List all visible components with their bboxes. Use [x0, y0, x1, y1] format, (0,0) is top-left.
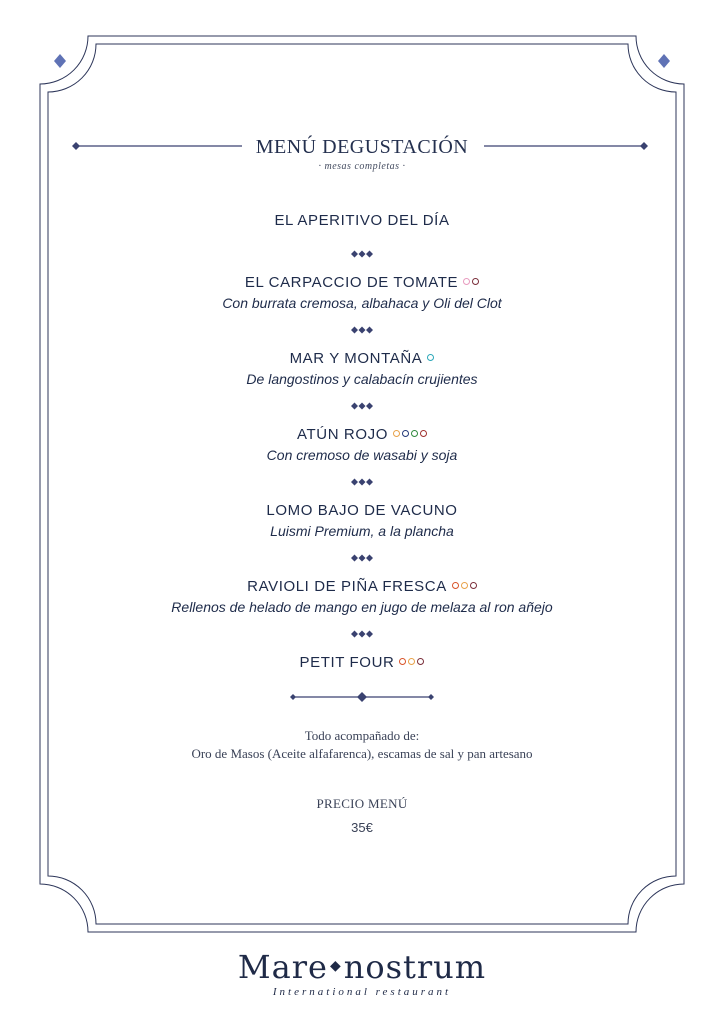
allergen-icons — [450, 575, 477, 595]
course-name: MAR Y MONTAÑA — [0, 349, 724, 369]
menu-subtitle: · mesas completas · — [318, 161, 406, 172]
allergen-icons — [391, 423, 427, 443]
course-item — [0, 273, 724, 313]
allergen-dot-icon — [402, 430, 409, 437]
closing-rule-diamond-icon-right — [428, 694, 434, 700]
logo-name-right: nostrum — [343, 948, 487, 986]
allergen-dot-icon — [470, 582, 477, 589]
allergen-dot-icon — [461, 582, 468, 589]
course-name: ATÚN ROJO — [0, 425, 724, 445]
allergen-dot-icon — [399, 658, 406, 665]
restaurant-logo — [0, 948, 724, 986]
course-item — [0, 653, 724, 673]
allergen-dot-icon — [463, 278, 470, 285]
allergen-dot-icon — [417, 658, 424, 665]
course-description: Con burrata cremosa, albahaca y Oli del Clot — [222, 295, 502, 311]
course-item — [0, 501, 724, 541]
course-item — [0, 577, 724, 617]
course-name: RAVIOLI DE PIÑA FRESCA — [0, 577, 724, 597]
course-description: Rellenos de helado de mango en jugo de melaza al ron añejo — [171, 599, 553, 615]
closing-rule-diamond-icon-left — [290, 694, 296, 700]
allergen-dot-icon — [452, 582, 459, 589]
corner-diamond-icon-top-right — [658, 54, 670, 68]
course-item — [0, 425, 724, 465]
allergen-icons — [425, 347, 434, 367]
accompaniment-label: Todo acompañado de: — [304, 728, 420, 743]
restaurant-tagline: International restaurant — [272, 986, 452, 998]
closing-rule-diamond-icon-center — [357, 692, 367, 702]
allergen-dot-icon — [411, 430, 418, 437]
course-item — [0, 211, 724, 231]
course-separator-icon — [0, 552, 724, 564]
course-name: EL APERITIVO DEL DÍA — [274, 212, 450, 229]
menu-title: MENÚ DEGUSTACIÓN — [255, 136, 469, 158]
course-item — [0, 349, 724, 389]
logo-name-left: Mare — [237, 948, 328, 986]
course-name: LOMO BAJO DE VACUNO — [266, 502, 458, 519]
price-value: 35€ — [351, 820, 373, 835]
allergen-dot-icon — [393, 430, 400, 437]
corner-diamond-icon-top-left — [54, 54, 66, 68]
logo-diamond-icon: ◆ — [329, 957, 342, 974]
allergen-icons — [397, 651, 424, 671]
course-separator-icon — [0, 628, 724, 640]
course-description: Luismi Premium, a la plancha — [270, 523, 454, 539]
course-separator-icon — [0, 476, 724, 488]
course-description: De langostinos y calabacín crujientes — [246, 371, 478, 387]
course-description: Con cremoso de wasabi y soja — [266, 447, 458, 463]
allergen-dot-icon — [408, 658, 415, 665]
course-name: PETIT FOUR — [0, 653, 724, 673]
allergen-icons — [461, 271, 479, 291]
accompaniment-text: Oro de Masos (Aceite alfafarenca), escamas de sal y pan artesano — [191, 746, 533, 761]
allergen-dot-icon — [427, 354, 434, 361]
course-separator-icon — [0, 400, 724, 412]
course-name: EL CARPACCIO DE TOMATE — [0, 273, 724, 293]
price-label: PRECIO MENÚ — [316, 796, 408, 811]
allergen-dot-icon — [472, 278, 479, 285]
allergen-dot-icon — [420, 430, 427, 437]
course-separator-icon — [0, 324, 724, 336]
course-separator-icon — [0, 248, 724, 260]
